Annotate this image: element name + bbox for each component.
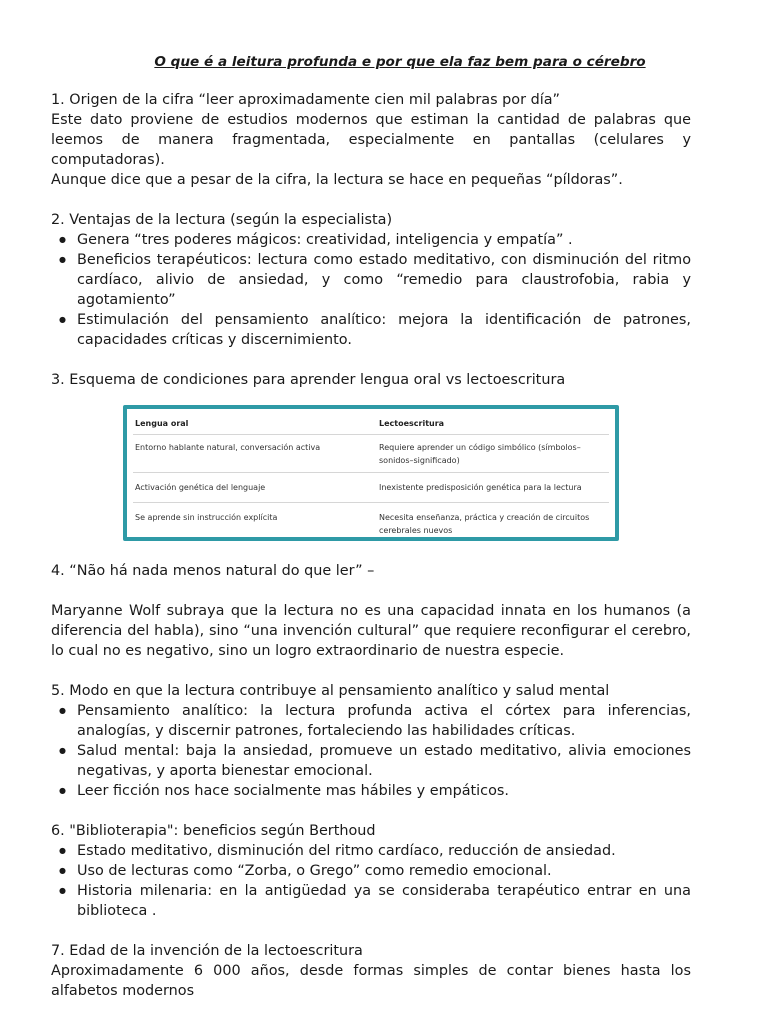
column-header: Lengua oral: [135, 419, 189, 428]
comparison-table: [133, 415, 609, 537]
list-item: ● Salud mental: baja la ansiedad, promueve un estado meditativo, alivia emociones negativas, y aporta bienestar emocional.: [51, 741, 691, 781]
list-item: ● Leer ficción nos hace socialmente mas hábiles y empáticos.: [51, 781, 691, 801]
section-heading: 2. Ventajas de la lectura (según la especialista): [51, 212, 393, 228]
list-item: ● Estimulación del pensamiento analítico: mejora la identificación de patrones, capacidades críticas y discernimiento.: [51, 310, 691, 350]
bullet-list: [51, 841, 691, 921]
table-row: [133, 435, 609, 473]
section-6: [51, 821, 691, 921]
section-2: [51, 210, 691, 350]
table-row: [133, 503, 609, 537]
table-cell: Inexistente predisposición genética para la lectura: [379, 483, 582, 492]
list-item: ● Estado meditativo, disminución del ritmo cardíaco, reducción de ansiedad.: [51, 841, 691, 861]
section-5: [51, 681, 691, 801]
table-cell: Requiere aprender un código simbólico (símbolos–sonidos–significado): [379, 443, 581, 465]
list-item: ● Uso de lecturas como “Zorba, o Grego” como remedio emocional.: [51, 861, 691, 881]
section-3: [51, 370, 691, 541]
document-title: O que é a leitura profunda e por que ela faz bem para o cérebro: [154, 54, 646, 70]
table-header-row: [133, 415, 609, 435]
section-heading: 1. Origen de la cifra “leer aproximadamente cien mil palabras por día”: [51, 92, 560, 108]
section-7: [51, 941, 691, 1001]
column-header: Lectoescritura: [379, 419, 445, 428]
comparison-table-image: [123, 405, 619, 541]
table-cell: Necesita enseñanza, práctica y creación de circuitos cerebrales nuevos: [379, 513, 590, 535]
table-row: [133, 473, 609, 503]
section-heading: 4. “Não há nada menos natural do que ler” –: [51, 563, 375, 579]
list-item: ● Beneficios terapéuticos: lectura como estado meditativo, con disminución del ritmo cardíaco, alivio de ansiedad, y como “remedio para claustrofobia, rabia y agotamiento”: [51, 250, 691, 310]
section-heading: 6. "Biblioterapia": beneficios según Berthoud: [51, 823, 376, 839]
document-body: [51, 90, 691, 1021]
paragraph: Maryanne Wolf subraya que la lectura no es una capacidad innata en los humanos (a diferencia del habla), sino “una invención cultural” que requiere reconfigurar el cerebro, lo cual no es negativo, sino un logro extraordinario de nuestra especie.: [51, 603, 691, 659]
section-4: [51, 561, 691, 661]
list-item: ● Genera “tres poderes mágicos: creatividad, inteligencia y empatía” .: [51, 230, 691, 250]
section-heading: 3. Esquema de condiciones para aprender lengua oral vs lectoescritura: [51, 372, 566, 388]
list-item: ● Historia milenaria: en la antigüedad ya se consideraba terapéutico entrar en una biblioteca .: [51, 881, 691, 921]
bullet-list: [51, 701, 691, 801]
paragraph-line: Este dato proviene de estudios modernos que estiman la cantidad de palabras que: [51, 112, 691, 128]
table-cell: Activación genética del lenguaje: [135, 483, 266, 492]
table-cell: Entorno hablante natural, conversación activa: [135, 443, 321, 452]
paragraph: Aproximadamente 6 000 años, desde formas simples de contar bienes hasta los alfabetos modernos: [51, 963, 691, 999]
list-item: ● Pensamiento analítico: la lectura profunda activa el córtex para inferencias, analogías, y discernir patrones, fortaleciendo las habilidades críticas.: [51, 701, 691, 741]
section-heading: 5. Modo en que la lectura contribuye al pensamiento analítico y salud mental: [51, 683, 610, 699]
section-1: [51, 90, 691, 190]
table-cell: Se aprende sin instrucción explícita: [135, 513, 278, 522]
paragraph-line: Aunque dice que a pesar de la cifra, la lectura se hace en pequeñas “píldoras”.: [51, 172, 623, 188]
bullet-list: [51, 230, 691, 350]
section-heading: 7. Edad de la invención de la lectoescritura: [51, 943, 363, 959]
paragraph-line: leemos de manera fragmentada, especialmente en pantallas (celulares y computadoras).: [51, 132, 691, 168]
